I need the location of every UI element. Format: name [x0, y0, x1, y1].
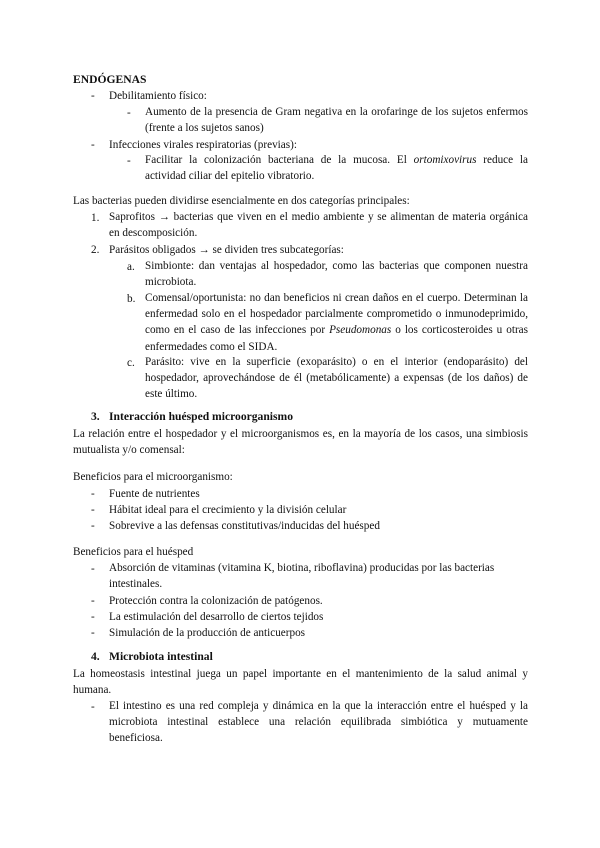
text-segment: Comensal/oportunista: no dan beneficios ni crean daños en el cuerpo. Determinan la enfermedad solo en el hospedador parcialmente comprometido o inmunodeprimido, como en el caso de las infecciones por	[145, 292, 528, 337]
section-title: Microbiota intestinal	[109, 650, 213, 663]
list-item: Infecciones virales respiratorias (previas):	[109, 139, 297, 151]
list-letter: c.	[127, 357, 135, 369]
text-segment: o los corticosteroides u otras enfermedades como el SIDA.	[145, 324, 528, 353]
list-item: Hábitat ideal para el crecimiento y la división celular	[109, 504, 347, 516]
list-number: 2.	[91, 244, 100, 256]
paragraph: Las bacterias pueden dividirse esencialmente en dos categorías principales:	[73, 195, 410, 207]
list-item: Aumento de la presencia de Gram negativa en la orofaringe de los sujetos enfermos (frente a los sujetos sanos)	[145, 106, 528, 135]
list-letter: b.	[127, 293, 136, 305]
italic-term: ortomixovirus	[413, 154, 477, 166]
section-title: Interacción huésped microorganismo	[109, 410, 293, 423]
dash-marker: -	[91, 595, 95, 607]
paragraph: La relación entre el hospedador y el microorganismos es, en la mayoría de los casos, una simbiosis mutualista y/o comensal:	[73, 428, 528, 457]
dash-marker: -	[91, 139, 95, 151]
dash-marker: -	[91, 90, 95, 102]
list-item: Simbionte: dan ventajas al hospedador, como las bacterias que componen nuestra microbiota.	[145, 260, 528, 289]
list-item	[145, 152, 528, 184]
list-item: La estimulación del desarrollo de ciertos tejidos	[109, 611, 324, 623]
list-item: Sobrevive a las defensas constitutivas/inducidas del huésped	[109, 520, 380, 532]
list-item: Protección contra la colonización de patógenos.	[109, 595, 323, 607]
dash-marker: -	[91, 504, 95, 516]
dash-marker: -	[91, 627, 95, 639]
list-item: Parásito: vive en la superficie (exoparásito) o en el interior (endoparásito) del hospedador, aprovechándose de él (metabólicamente) a expensas (de los daños) de este último.	[145, 356, 528, 401]
dash-marker: -	[127, 107, 131, 119]
list-item: Debilitamiento físico:	[109, 90, 207, 102]
italic-term: Pseudomonas	[329, 324, 392, 337]
text-segment: Facilitar la colonización bacteriana de la mucosa. El	[145, 154, 414, 166]
list-item: Parásitos obligados → se dividen tres subcategorías:	[109, 244, 344, 256]
list-item: Fuente de nutrientes	[109, 488, 200, 500]
list-number: 1.	[91, 212, 100, 224]
paragraph: La homeostasis intestinal juega un papel importante en el mantenimiento de la salud animal y humana.	[73, 668, 528, 697]
list-letter: a.	[127, 261, 135, 273]
section-number: 4.	[91, 650, 100, 663]
dash-marker: -	[91, 520, 95, 532]
section-title-endogenas: ENDÓGENAS	[73, 73, 147, 86]
dash-marker: -	[127, 155, 131, 167]
list-item: Simulación de la producción de anticuerpos	[109, 627, 306, 639]
text-segment: reduce la actividad ciliar del epitelio vibratorio.	[145, 154, 528, 183]
section-number: 3.	[91, 410, 100, 423]
list-item	[145, 290, 528, 355]
list-item: El intestino es una red compleja y dinámica en la que la interacción entre el huésped y la microbiota intestinal establece una relación equilibrada simbiótica y mutuamente beneficiosa.	[109, 700, 528, 745]
list-item: Saprofitos → bacterias que viven en el medio ambiente y se alimentan de materia orgánica en descomposición.	[109, 211, 528, 240]
subheading: Beneficios para el huésped	[73, 546, 194, 558]
subheading: Beneficios para el microorganismo:	[73, 471, 233, 483]
list-item: Absorción de vitaminas (vitamina K, biotina, riboflavina) producidas por las bacterias intestinales.	[109, 562, 495, 591]
dash-marker: -	[91, 611, 95, 623]
dash-marker: -	[91, 488, 95, 500]
dash-marker: -	[91, 563, 95, 575]
dash-marker: -	[91, 701, 95, 713]
